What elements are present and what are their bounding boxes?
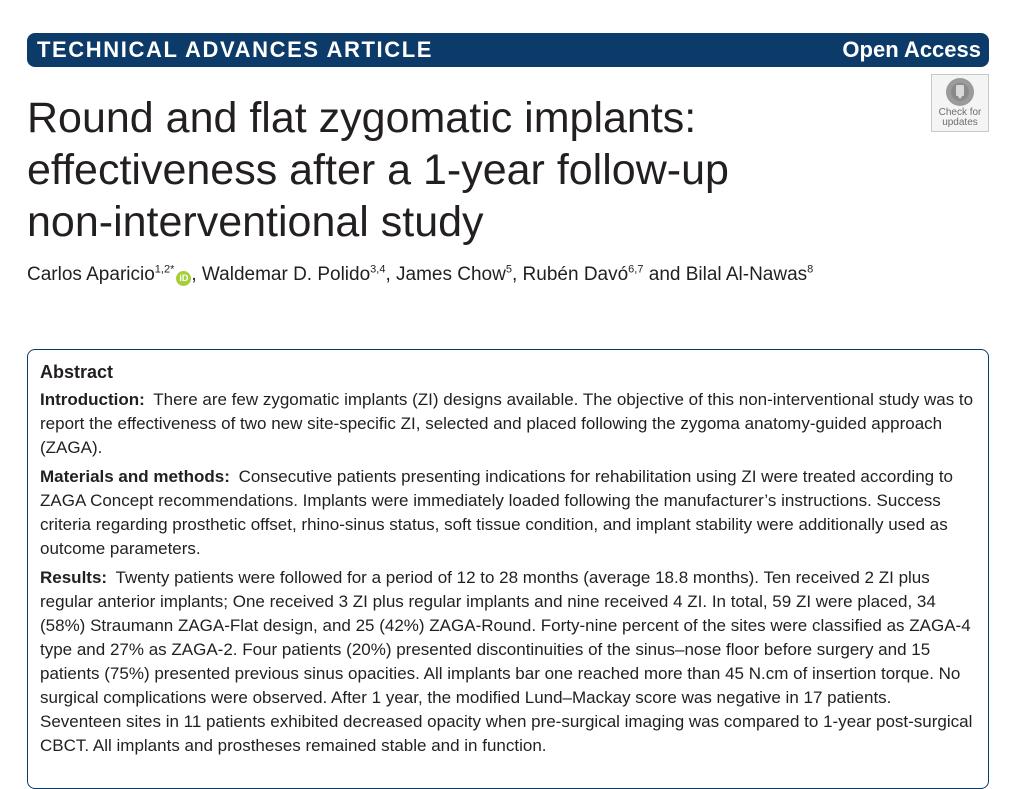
article-header-banner <box>27 33 989 67</box>
author-affiliation: 3,4 <box>370 263 386 276</box>
section-text: Twenty patients were followed for a period of 12 to 28 months (average 18.8 months). Ten received 2 ZI plus regular anterior implants; One received 3 ZI plus regular implants and nine received 4 ZI. In total, 59 ZI were placed, 34 (58%) Straumann ZAGA-Flat design, and 25 (42%) ZAGA-Round. Forty-nine percent of the sites were classified as ZAGA-4 type and 27% as ZAGA-2. Four patients (20%) presented discontinuities of the sinus–nose floor before surgery and 15 patients (75%) presented previous sinus opacities. All implants bar one reached more than 45 N.cm of insertion torque. No surgical complications were observed. After 1 year, the modified Lund–Mackay score was negative in 17 patients. Seventeen sites in 11 patients exhibited decreased opacity when pre-surgical imaging was compared to 1-year post-surgical CBCT. All implants and prostheses remained stable and in function. <box>40 568 973 755</box>
check-for-updates-icon <box>946 78 974 106</box>
author-list <box>27 264 987 286</box>
orcid-icon[interactable]: iD <box>176 271 191 286</box>
section-label: Materials and methods: <box>40 467 230 486</box>
section-text: Consecutive patients presenting indications for rehabilitation using ZI were treated according to ZAGA Concept recommendations. Implants were immediately loaded following the manufacturer’s instructions. Success criteria regarding prosthetic offset, rhino-sinus status, soft tissue condition, and implant stability were additionally used as outcome parameters. <box>40 467 954 558</box>
author-separator: , <box>191 264 202 285</box>
badge-line2: updates <box>942 117 978 128</box>
author-affiliation: 5 <box>505 263 512 276</box>
badge-line1: Check for <box>938 107 982 118</box>
article-title <box>27 92 907 248</box>
author-separator: , <box>511 264 523 285</box>
open-access-label[interactable]: Open Access <box>842 37 981 62</box>
title-line2: effectiveness after a 1-year follow-up <box>27 146 729 194</box>
check-for-updates-badge[interactable] <box>931 74 989 132</box>
abstract-section-introduction <box>40 388 976 460</box>
section-label: Introduction: <box>40 390 145 409</box>
author-affiliation: 8 <box>807 263 814 276</box>
author-separator: , <box>385 264 397 285</box>
abstract-section-results <box>40 566 976 758</box>
article-type-label: TECHNICAL ADVANCES ARTICLE <box>37 37 434 62</box>
author-name[interactable]: Rubén Davó <box>522 264 629 285</box>
section-label: Results: <box>40 568 108 587</box>
abstract-section-methods <box>40 465 976 561</box>
author-separator: and <box>643 264 686 285</box>
author-name[interactable]: James Chow <box>396 264 506 285</box>
section-text: There are few zygomatic implants (ZI) designs available. The objective of this non-interventional study was to report the effectiveness of two new site-specific ZI, selected and placed following the zygoma anatomy-guided approach (ZAGA). <box>40 390 974 457</box>
author-affiliation: 1,2* <box>154 263 175 276</box>
title-line1: Round and flat zygomatic implants: <box>27 94 697 142</box>
abstract-box <box>27 349 989 789</box>
author-affiliation: 6,7 <box>628 263 644 276</box>
author-name[interactable]: Carlos Aparicio <box>27 264 155 285</box>
title-line3: non-interventional study <box>27 198 484 246</box>
abstract-heading: Abstract <box>40 362 114 382</box>
author-name[interactable]: Waldemar D. Polido <box>201 264 371 285</box>
author-name[interactable]: Bilal Al-Nawas <box>685 264 808 285</box>
